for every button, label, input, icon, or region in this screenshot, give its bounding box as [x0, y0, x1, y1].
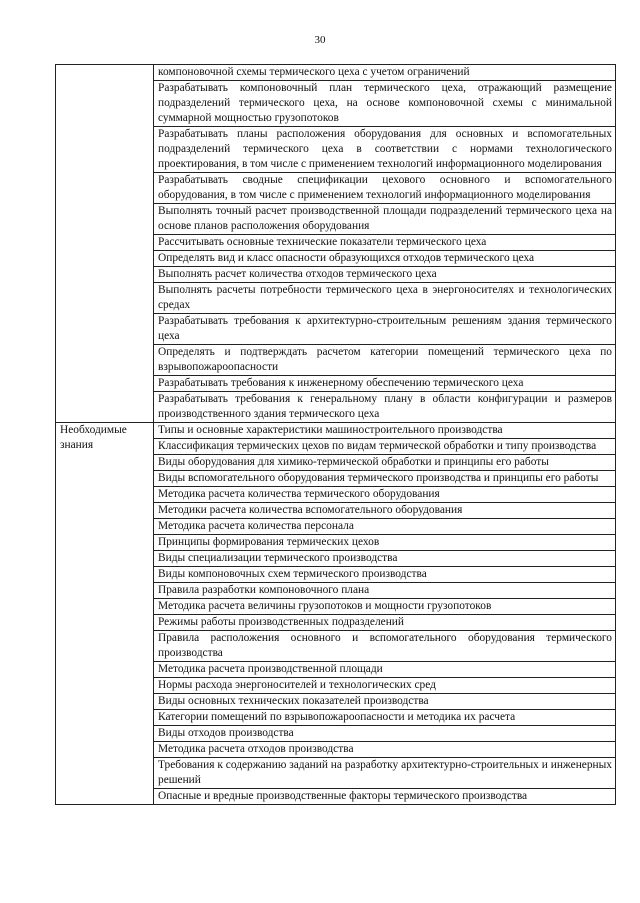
- action-item: Разрабатывать требования к инженерному обеспечению термического цеха: [154, 376, 616, 392]
- action-item: Выполнять расчет количества отходов термического цеха: [154, 267, 616, 283]
- table-row: [56, 65, 616, 81]
- actions-label-cell: [56, 65, 154, 423]
- knowledge-item: Виды специализации термического производства: [154, 551, 616, 567]
- action-item: Рассчитывать основные технические показатели термического цеха: [154, 235, 616, 251]
- action-item: Разрабатывать сводные спецификации цехового основного и вспомогательного оборудования, в том числе с применением технологий информационного моделирования: [154, 173, 616, 204]
- knowledge-item: Категории помещений по взрывопожароопасности и методика их расчета: [154, 710, 616, 726]
- knowledge-item: Правила разработки компоновочного плана: [154, 583, 616, 599]
- action-item: Разрабатывать компоновочный план термического цеха, отражающий размещение подразделений термического цеха, на основе компоновочной схемы с минимальной суммарной мощностью грузопотоков: [154, 81, 616, 127]
- knowledge-item: Режимы работы производственных подразделений: [154, 615, 616, 631]
- knowledge-item: Методика расчета отходов производства: [154, 742, 616, 758]
- knowledge-label: Необходимые знания: [56, 423, 154, 805]
- knowledge-item: Нормы расхода энергоносителей и технологических сред: [154, 678, 616, 694]
- page-number: 30: [314, 34, 326, 46]
- knowledge-item: Методики расчета количества вспомогательного оборудования: [154, 503, 616, 519]
- knowledge-item: Виды основных технических показателей производства: [154, 694, 616, 710]
- knowledge-item: Методика расчета производственной площади: [154, 662, 616, 678]
- competency-table: [55, 64, 616, 805]
- action-item: Разрабатывать планы расположения оборудования для основных и вспомогательных подразделений термического цеха в соответствии с нормами технологического проектирования, в том числе с применением технологий информационного моделирования: [154, 127, 616, 173]
- knowledge-item: Требования к содержанию заданий на разработку архитектурно-строительных и инженерных решений: [154, 758, 616, 789]
- knowledge-item: Методика расчета количества персонала: [154, 519, 616, 535]
- knowledge-item: Методика расчета количества термического оборудования: [154, 487, 616, 503]
- knowledge-item: Типы и основные характеристики машиностроительного производства: [154, 423, 616, 439]
- action-item: Разрабатывать требования к генеральному плану в области конфигурации и размеров производственного здания термического цеха: [154, 392, 616, 423]
- knowledge-item: Виды вспомогательного оборудования термического производства и принципы его работы: [154, 471, 616, 487]
- action-item: Выполнять расчеты потребности термического цеха в энергоносителях и технологических средах: [154, 283, 616, 314]
- action-item: компоновочной схемы термического цеха с учетом ограничений: [154, 65, 616, 81]
- knowledge-item: Опасные и вредные производственные факторы термического производства: [154, 789, 616, 805]
- knowledge-item: Правила расположения основного и вспомогательного оборудования термического производства: [154, 631, 616, 662]
- knowledge-item: Виды отходов производства: [154, 726, 616, 742]
- action-item: Выполнять точный расчет производственной площади подразделений термического цеха на основе планов расположения оборудования: [154, 204, 616, 235]
- knowledge-item: Виды компоновочных схем термического производства: [154, 567, 616, 583]
- knowledge-item: Принципы формирования термических цехов: [154, 535, 616, 551]
- knowledge-item: Виды оборудования для химико-термической обработки и принципы его работы: [154, 455, 616, 471]
- knowledge-item: Классификация термических цехов по видам термической обработки и типу производства: [154, 439, 616, 455]
- action-item: Определять вид и класс опасности образующихся отходов термического цеха: [154, 251, 616, 267]
- table-row: [56, 423, 616, 439]
- action-item: Разрабатывать требования к архитектурно-строительным решениям здания термического цеха: [154, 314, 616, 345]
- action-item: Определять и подтверждать расчетом категории помещений термического цеха по взрывопожароопасности: [154, 345, 616, 376]
- knowledge-item: Методика расчета величины грузопотоков и мощности грузопотоков: [154, 599, 616, 615]
